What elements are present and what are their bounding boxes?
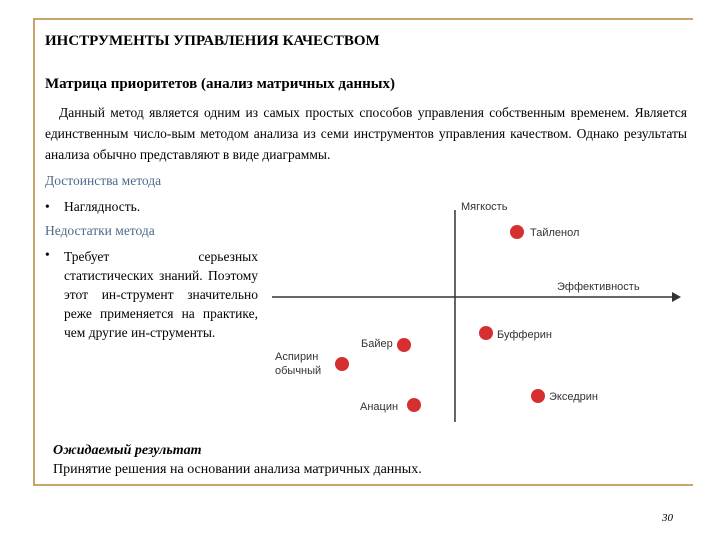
point-label-aspirin: [275, 351, 321, 377]
slide-title: ИНСТРУМЕНТЫ УПРАВЛЕНИЯ КАЧЕСТВОМ: [45, 33, 380, 49]
y-axis-label: Мягкость: [461, 201, 508, 213]
advantage-text: Наглядность.: [64, 199, 141, 214]
point-dot-anacin: [407, 398, 421, 412]
section-subtitle: Матрица приоритетов (анализ матричных данных): [45, 76, 395, 92]
point-label-excedrin: Экседрин: [549, 391, 598, 403]
advantages-label: Достоинства метода: [45, 173, 162, 188]
bullet-dot: •: [45, 247, 50, 262]
disadvantages-label: Недостатки метода: [45, 223, 155, 238]
point-dot-bufferin: [479, 326, 493, 340]
point-dot-bayer: [397, 338, 411, 352]
point-label-bayer: Байер: [361, 338, 393, 350]
result-text: Принятие решения на основании анализа матричных данных.: [53, 462, 422, 477]
point-dot-excedrin: [531, 389, 545, 403]
point-dot-tylenol: [510, 225, 524, 239]
point-label-anacin: Анацин: [360, 401, 399, 413]
page-number: 30: [662, 512, 673, 524]
x-axis-label: Эффективность: [557, 281, 640, 293]
point-label-bufferin: Буфферин: [497, 329, 552, 341]
point-label-tylenol: Тайленол: [530, 227, 580, 239]
aspirin-label-text: Аспирин: [275, 351, 319, 363]
intro-paragraph: Данный метод является одним из самых простых способов управления собственным временем. Является единственным число-вым методом анализа из семи инструментов управления качеством. Однако результаты анализа обычно представляют в виде диаграммы.: [45, 105, 687, 162]
aspirin-label-text-line2: обычный: [275, 365, 322, 377]
bullet-dot: •: [45, 199, 50, 214]
result-title: Ожидаемый результат: [53, 443, 202, 458]
x-axis-arrowhead: [672, 292, 681, 302]
disadvantage-text: Требует серьезных статистических знаний. Поэтому этот ин-струмент значительно реже применяется на практике, чем другие ин-струменты.: [64, 249, 258, 340]
point-dot-aspirin: [335, 357, 349, 371]
